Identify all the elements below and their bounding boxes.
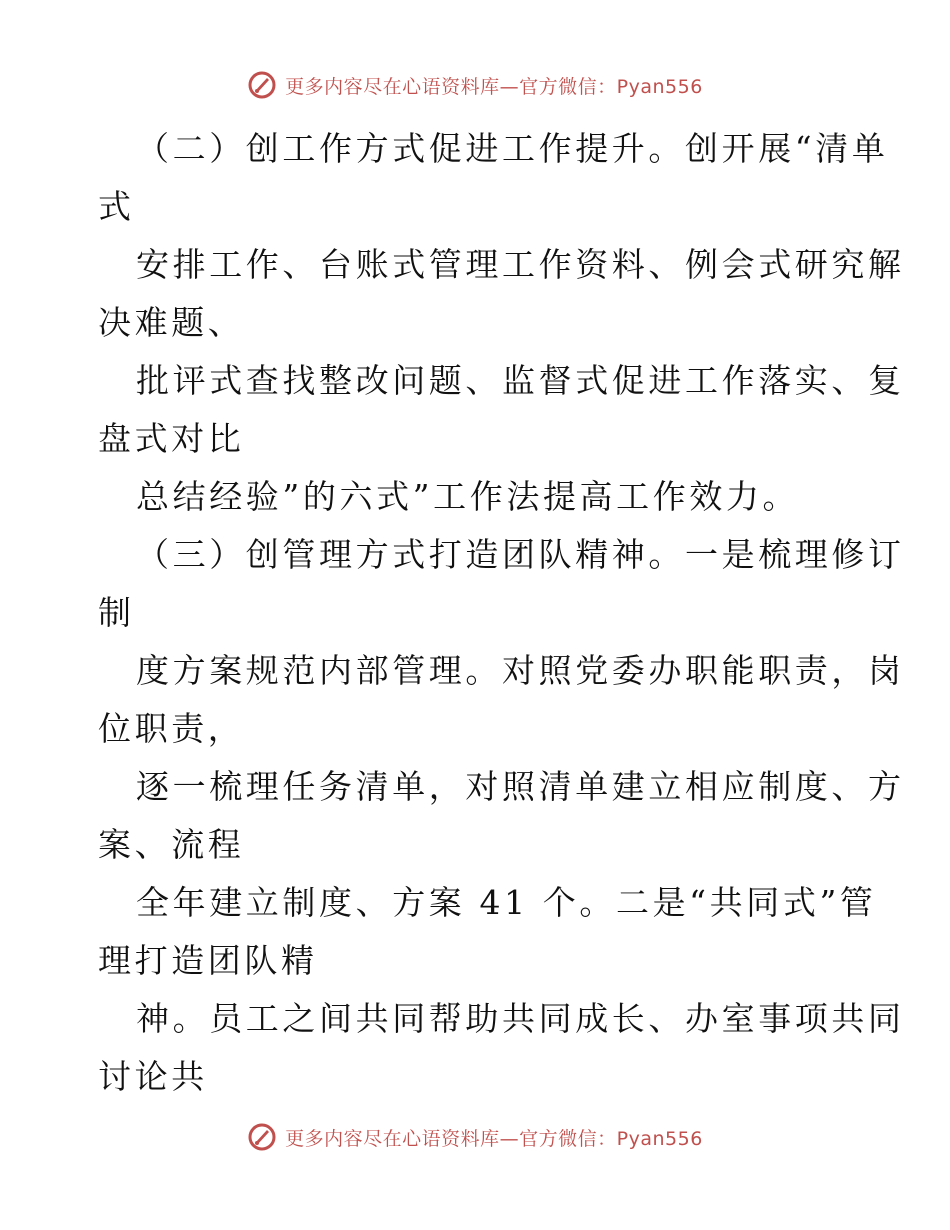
text-line: 总结经验”的六式”工作法提高工作效力。 [136,477,800,516]
text-line: 安排工作、台账式管理工作资料、例会式研究解 [136,245,905,284]
text-line: 全年建立制度、方案 41 个。二是“共同式”管 [136,883,877,922]
text-line: （二）创工作方式促进工作提升。创开展“清单 [136,129,889,168]
text-line: 讨论共 [98,1057,208,1096]
text-line: 盘式对比 [98,419,245,458]
text-line: 式 [98,187,135,226]
text-line: 神。员工之间共同帮助共同成长、办室事项共同 [136,999,905,1038]
text-line: 决难题、 [98,303,245,342]
text-line: 逐一梳理任务清单，对照清单建立相应制度、方 [136,767,905,806]
document-body [98,120,905,1106]
footer-banner [0,1122,950,1152]
text-line: 度方案规范内部管理。对照党委办职能职责，岗 [136,651,905,690]
text-line: 制 [98,593,135,632]
text-line: 案、流程 [98,825,245,864]
header-banner-text: 更多内容尽在心语资料库—官方微信：Pyan556 [285,75,703,98]
logo-icon [247,1122,277,1152]
footer-banner-text: 更多内容尽在心语资料库—官方微信：Pyan556 [285,1127,703,1150]
header-banner [0,70,950,100]
text-line: 理打造团队精 [98,941,318,980]
text-line: （三）创管理方式打造团队精神。一是梳理修订 [136,535,905,574]
text-line: 位职责， [98,709,245,748]
logo-icon [247,70,277,100]
text-line: 批评式查找整改问题、监督式促进工作落实、复 [136,361,905,400]
